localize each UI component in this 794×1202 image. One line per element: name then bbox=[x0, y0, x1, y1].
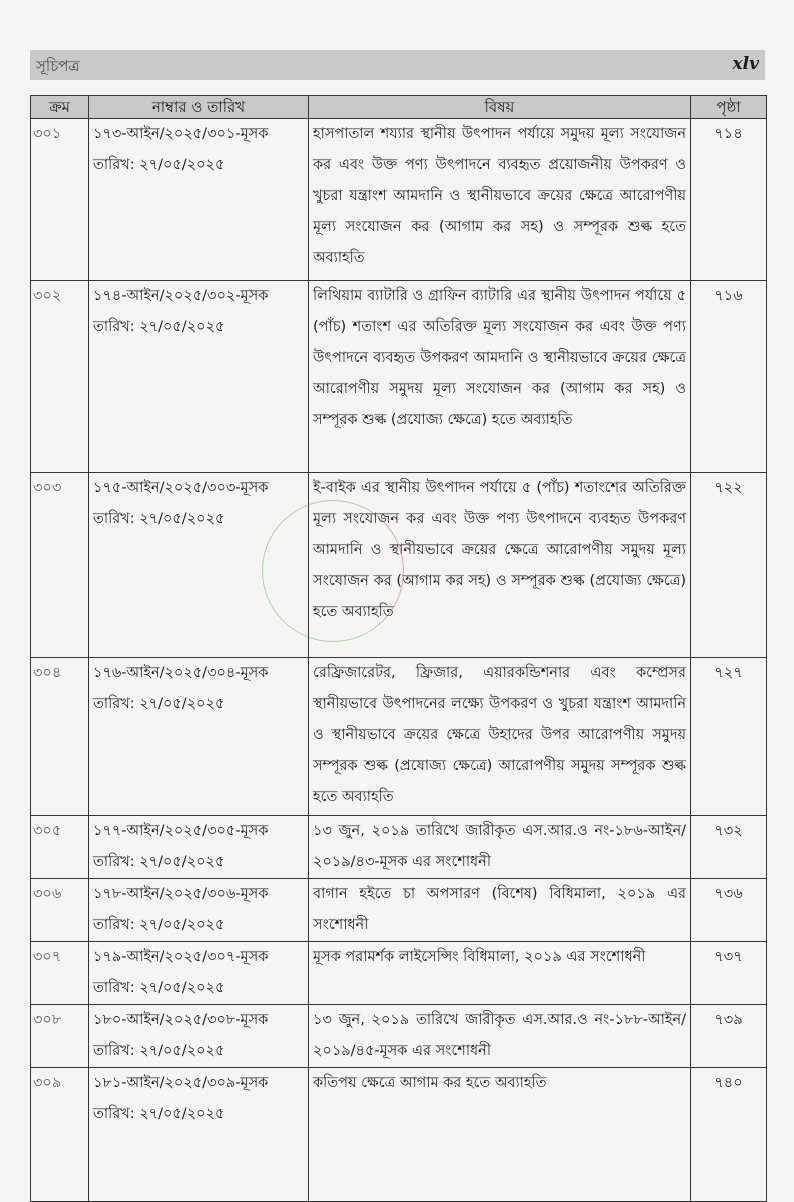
page-cell: ৭৩৭ bbox=[691, 942, 767, 1005]
subject-cell: কতিপয় ক্ষেত্রে আগাম কর হতে অব্যাহতি bbox=[309, 1068, 691, 1202]
serial-cell: ৩০৬ bbox=[31, 879, 89, 942]
table-header-row bbox=[31, 96, 767, 119]
serial-cell: ৩০৯ bbox=[31, 1068, 89, 1202]
notice-date: তারিখ: ২৭/০৫/২০২৫ bbox=[93, 1043, 225, 1059]
notice-date: তারিখ: ২৭/০৫/২০২৫ bbox=[93, 696, 225, 712]
serial-cell: ৩০৮ bbox=[31, 1005, 89, 1068]
notice-date: তারিখ: ২৭/০৫/২০২৫ bbox=[93, 157, 225, 173]
number-date-cell bbox=[89, 658, 309, 816]
col-serial: ক্রম bbox=[31, 96, 89, 119]
number-date-cell bbox=[89, 879, 309, 942]
number-date-cell bbox=[89, 942, 309, 1005]
page-number: xlv bbox=[732, 54, 759, 74]
table-row bbox=[31, 119, 767, 281]
table-row bbox=[31, 1005, 767, 1068]
serial-cell: ৩০১ bbox=[31, 119, 89, 281]
serial-cell: ৩০৫ bbox=[31, 816, 89, 879]
notice-number: ১৭৪-আইন/২০২৫/৩০২-মূসক bbox=[93, 288, 269, 304]
page-cell: ৭১৬ bbox=[691, 281, 767, 473]
table-row bbox=[31, 1068, 767, 1202]
table-row bbox=[31, 473, 767, 658]
page-cell: ৭৩২ bbox=[691, 816, 767, 879]
col-subject: বিষয় bbox=[309, 96, 691, 119]
notice-date: তারিখ: ২৭/০৫/২০২৫ bbox=[93, 511, 225, 527]
table-row bbox=[31, 942, 767, 1005]
subject-cell: লিথিয়াম ব্যাটারি ও গ্রাফিন ব্যাটারি এর স্থানীয় উৎপাদন পর্যায়ে ৫ (পাঁচ) শতাংশ এর অতিরিক্ত মূল্য সংযোজন কর এবং উক্ত পণ্য উৎপাদনে ব্যবহৃত উপকরণ আমদানি ও স্থানীয়ভাবে ক্রয়ের ক্ষেত্রে আরোপণীয় সমুদয় মূল্য সংযোজন কর (আগাম কর সহ) ও সম্পূরক শুল্ক (প্রযোজ্য ক্ষেত্রে) হতে অব্যাহতি bbox=[309, 281, 691, 473]
page-cell: ৭২৭ bbox=[691, 658, 767, 816]
notice-date: তারিখ: ২৭/০৫/২০২৫ bbox=[93, 854, 225, 870]
table-row bbox=[31, 658, 767, 816]
number-date-cell bbox=[89, 473, 309, 658]
serial-cell: ৩০৪ bbox=[31, 658, 89, 816]
index-table bbox=[30, 95, 767, 1202]
running-header bbox=[30, 50, 765, 80]
page-cell: ৭২২ bbox=[691, 473, 767, 658]
number-date-cell bbox=[89, 119, 309, 281]
serial-cell: ৩০৭ bbox=[31, 942, 89, 1005]
subject-cell: মূসক পরামর্শক লাইসেন্সিং বিধিমালা, ২০১৯ এর সংশোধনী bbox=[309, 942, 691, 1005]
notice-date: তারিখ: ২৭/০৫/২০২৫ bbox=[93, 917, 225, 933]
notice-number: ১৭৯-আইন/২০২৫/৩০৭-মূসক bbox=[93, 949, 269, 965]
notice-number: ১৮১-আইন/২০২৫/৩০৯-মূসক bbox=[93, 1075, 269, 1091]
notice-number: ১৭৬-আইন/২০২৫/৩০৪-মূসক bbox=[93, 665, 269, 681]
notice-date: তারিখ: ২৭/০৫/২০২৫ bbox=[93, 1106, 225, 1122]
serial-cell: ৩০৩ bbox=[31, 473, 89, 658]
page-cell: ৭৩৯ bbox=[691, 1005, 767, 1068]
page-cell: ৭৩৬ bbox=[691, 879, 767, 942]
number-date-cell bbox=[89, 281, 309, 473]
notice-number: ১৮০-আইন/২০২৫/৩০৮-মূসক bbox=[93, 1012, 269, 1028]
page-cell: ৭১৪ bbox=[691, 119, 767, 281]
notice-number: ১৭৭-আইন/২০২৫/৩০৫-মূসক bbox=[93, 823, 269, 839]
notice-number: ১৭৮-আইন/২০২৫/৩০৬-মূসক bbox=[93, 886, 269, 902]
subject-cell: ১৩ জুন, ২০১৯ তারিখে জারীকৃত এস.আর.ও নং-১৮৮-আইন/২০১৯/৪৫-মূসক এর সংশোধনী bbox=[309, 1005, 691, 1068]
notice-date: তারিখ: ২৭/০৫/২০২৫ bbox=[93, 319, 225, 335]
col-number-date: নাম্বার ও তারিখ bbox=[89, 96, 309, 119]
subject-cell: রেফ্রিজারেটর, ফ্রিজার, এয়ারকন্ডিশনার এবং কম্প্রেসর স্থানীয়ভাবে উৎপাদনের লক্ষ্যে উপকরণ ও খুচরা যন্ত্রাংশ আমদানি ও স্থানীয়ভাবে ক্রয়ের ক্ষেত্রে উহাদের উপর আরোপণীয় সমুদয় সম্পূরক শুল্ক (প্রযোজ্য ক্ষেত্রে) আরোপণীয় সমুদয় সম্পূরক শুল্ক হতে অব্যাহতি bbox=[309, 658, 691, 816]
table-row bbox=[31, 281, 767, 473]
subject-cell: বাগান হইতে চা অপসারণ (বিশেষ) বিধিমালা, ২০১৯ এর সংশোধনী bbox=[309, 879, 691, 942]
subject-cell: হাসপাতাল শয্যার স্থানীয় উৎপাদন পর্যায়ে সমুদয় মূল্য সংযোজন কর এবং উক্ত পণ্য উৎপাদনে ব্যবহৃত প্রয়োজনীয় উপকরণ ও খুচরা যন্ত্রাংশ আমদানি ও স্থানীয়ভাবে ক্রয়ের ক্ষেত্রে আরোপণীয় মূল্য সংযোজন কর (আগাম কর সহ) ও সম্পূরক শুল্ক হতে অব্যাহতি bbox=[309, 119, 691, 281]
number-date-cell bbox=[89, 1005, 309, 1068]
subject-cell: ১৩ জুন, ২০১৯ তারিখে জারীকৃত এস.আর.ও নং-১৮৬-আইন/২০১৯/৪৩-মূসক এর সংশোধনী bbox=[309, 816, 691, 879]
notice-date: তারিখ: ২৭/০৫/২০২৫ bbox=[93, 980, 225, 996]
subject-cell: ই-বাইক এর স্থানীয় উৎপাদন পর্যায়ে ৫ (পাঁচ) শতাংশের অতিরিক্ত মূল্য সংযোজন কর এবং উক্ত পণ্য উৎপাদনে ব্যবহৃত উপকরণ আমদানি ও স্থানীয়ভাবে ক্রয়ের ক্ষেত্রে আরোপণীয় সমুদয় মূল্য সংযোজন কর (আগাম কর সহ) ও সম্পূরক শুল্ক (প্রযোজ্য ক্ষেত্রে) হতে অব্যাহতি bbox=[309, 473, 691, 658]
serial-cell: ৩০২ bbox=[31, 281, 89, 473]
number-date-cell bbox=[89, 1068, 309, 1202]
col-page: পৃষ্ঠা bbox=[691, 96, 767, 119]
number-date-cell bbox=[89, 816, 309, 879]
notice-number: ১৭৫-আইন/২০২৫/৩০৩-মূসক bbox=[93, 480, 269, 496]
notice-number: ১৭৩-আইন/২০২৫/৩০১-মূসক bbox=[93, 126, 269, 142]
section-title: সূচিপত্র bbox=[36, 57, 80, 75]
table-row bbox=[31, 816, 767, 879]
table-row bbox=[31, 879, 767, 942]
page-cell: ৭৪০ bbox=[691, 1068, 767, 1202]
